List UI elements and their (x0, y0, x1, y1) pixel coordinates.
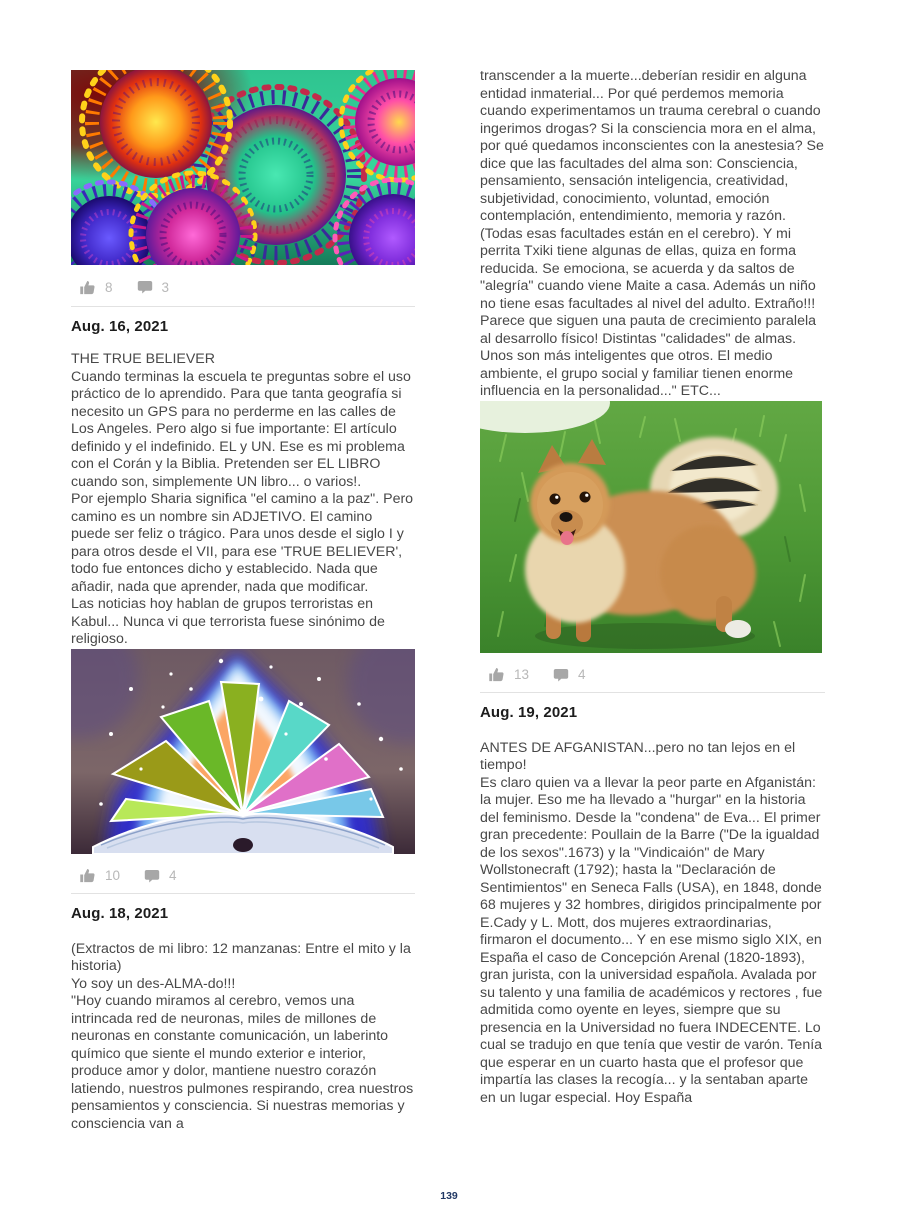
coronavirus-artwork-image (71, 70, 415, 265)
thumbs-up-icon (488, 666, 505, 683)
post-line: Cuando terminas la escuela te preguntas sobre el uso práctico de lo aprendido. Para que tanta geografía si necesito un GPS para no perderme en las calles de Los Angeles. Pero algo si fue importante: El artículo definido y el indefinido. EL y UN. Ese es mi problema con el Corán y la Biblia. Pretenden ser EL LIBRO cuando son, simplemente UN libro... o varios!. (71, 368, 411, 490)
post-line: transcender a la muerte...deberían residir en alguna entidad inmaterial... Por qué perdemos memoria cuando experimentamos un trauma cerebral o cuando ingerimos drogas? Si la consciencia mora en el alma, por qué quedamos inconscientes con la anestesia? Se dice que las facultades del alma son: Consciencia, pensamiento, sensación inteligencia, creatividad, subjetividad, conocimiento, voluntad, emoción contemplación, entendimiento, memoria y razón. (Todas esas facultades están en el cerebro). Y mi perrita Txiki tiene algunas de ellas, quiza en forma reducida. Se emociona, se acuerda y da saltos de "alegría" cuando viene Maite a casa. Además un niño no tiene esas facultades al nivel del adulto. Extraño!!! Parece que siguen una pauta de crecimiento paralela al desarrollo físico! Distintas "calidades" de almas. Unos son más inteligentes que otros. El medio ambiente, el grupo social y familiar tienen enorme influencia en la personalidad..." ETC... (480, 68, 824, 399)
post-line: Por ejemplo Sharia significa "el camino a la paz". Pero camino es un nombre sin ADJETIVO. El camino puede ser feliz o trágico. Para unos desde el siglo I y para otros desde el VII, para ese 'TRUE BELIEVER', todo fue entonces dicho y establecido. Nada que añadir, nada que aprender, nada que modificar. (71, 491, 414, 595)
post-line: Las noticias hoy hablan de grupos terroristas en Kabul... Nunca vi que terrorista fuese sinónimo de religioso. (71, 596, 385, 647)
open-book-artwork-image (71, 649, 415, 854)
comment-count: 4 (169, 868, 177, 883)
post-line: Yo soy un des-ALMA-do!!! (71, 975, 236, 992)
thumbs-up-icon (79, 867, 96, 884)
post-date-aug16: Aug. 16, 2021 (71, 318, 169, 335)
comment-icon (144, 868, 160, 884)
post-body-aug16 (71, 351, 415, 649)
right-column (480, 68, 825, 1107)
like-count: 8 (105, 279, 113, 295)
post-line: (Extractos de mi libro: 12 manzanas: Entre el mito y la historia) (71, 940, 411, 974)
post-line: "Hoy cuando miramos al cerebro, vemos una intrincada red de neuronas, miles de millones de neuronas en constante comunicación, un laberinto químico que siente el mundo exterior e interior, produce amor y dolor, mantiene nuestro corazón latiendo, nuestros pulmones respirando, crea nuestros pensamientos y consciencia. Si nuestras memorias y consciencia van a (71, 993, 414, 1132)
thumbs-up-icon (79, 279, 96, 296)
post-stats (71, 278, 415, 296)
like-count: 10 (105, 868, 121, 883)
post-body-aug18 (71, 941, 415, 1134)
post-line: THE TRUE BELIEVER (71, 351, 216, 367)
post-date-aug18: Aug. 18, 2021 (71, 904, 169, 922)
post-divider (71, 893, 415, 894)
post-divider (71, 306, 415, 307)
like-count: 13 (514, 667, 530, 682)
post-date-aug19: Aug. 19, 2021 (480, 703, 578, 721)
post-stats (71, 867, 415, 885)
post-line: ANTES DE AFGANISTAN...pero no tan lejos en el tiempo! (480, 739, 796, 773)
page-number: 139 (440, 1190, 458, 1202)
dog-photo-image (480, 401, 825, 653)
post-body-aug19 (480, 740, 825, 1108)
comment-icon (553, 667, 569, 683)
comment-count: 3 (161, 279, 170, 295)
post-body-aug18-continuation (480, 68, 825, 401)
left-column (71, 70, 415, 1133)
post-stats (480, 666, 825, 684)
post-divider (480, 692, 825, 693)
post-line: Es claro quien va a llevar la peor parte en Afganistán: la mujer. Eso me ha llevado a "hurgar" en la historia del feminismo. Desde la "condena" de Eva... El primer gran precedente: Poullain de la Barre ("De la igualdad de los sexos".1673) y la "Vindicaión" de Mary Wollstonecraft (1792); hasta la "Declaración de Sentimientos" en Seneca Falls (USA), en 1848, donde 68 mujeres y 32 hombres, dirigidos principalmente por E.Cady y L. Mott, dos mujeres extraordinarias, firmaron el documento... Y en ese mismo siglo XIX, en España el caso de Concepción Arenal (1820-1893), gran jurista, con la universidad española. Avalada por su talento y una familia de académicos y rectores , fue admitida como oyente en leyes, siempre que su presencia en la Universidad no fuera INDECENTE. Lo cual se tradujo en que tenía que vestir de varón. Tenía que esperar en un cuarto hasta que el profesor que impartía las clases la recogía... y la sentaban aparte en un lugar especial. Hoy España (480, 774, 823, 1106)
comment-count: 4 (578, 667, 586, 682)
comment-icon (137, 279, 153, 295)
